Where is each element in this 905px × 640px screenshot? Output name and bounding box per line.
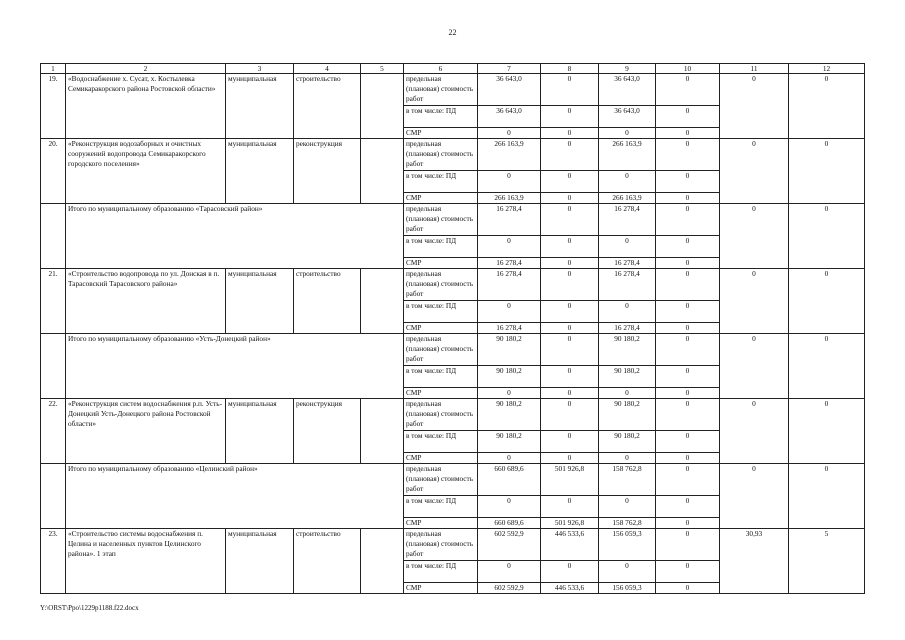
work-type: строительство <box>294 269 361 334</box>
value-cell: 0 <box>656 561 720 583</box>
value-cell: 0 <box>656 128 720 139</box>
value-cell: 0 <box>541 334 599 366</box>
empty-cell <box>361 529 404 594</box>
data-table <box>40 63 865 594</box>
empty-cell <box>41 334 66 399</box>
value-cell: 90 180,2 <box>478 399 541 431</box>
row-number: 21. <box>41 269 66 334</box>
cost-kind: предельная (плановая) стоимость работ <box>404 139 478 171</box>
col-header: 11 <box>720 64 789 74</box>
value-cell: 0 <box>599 453 656 464</box>
value-cell: 0 <box>656 388 720 399</box>
empty-cell <box>41 204 66 269</box>
object-name: «Реконструкция систем водоснабжения р.п. Усть-Донецкий Усть-Донецкого района Ростовской области» <box>66 399 226 464</box>
cost-kind: предельная (плановая) стоимость работ <box>404 74 478 106</box>
value-cell: 0 <box>656 193 720 204</box>
col-header: 4 <box>294 64 361 74</box>
value-cell: 0 <box>656 496 720 518</box>
col12-value: 0 <box>789 74 865 139</box>
subtotal-label: Итого по муниципальному образованию «Тарасовский район» <box>66 204 404 269</box>
item-row <box>41 139 865 171</box>
value-cell: 36 643,0 <box>599 106 656 128</box>
value-cell: 0 <box>656 106 720 128</box>
cost-kind: СМР <box>404 453 478 464</box>
col-header: 8 <box>541 64 599 74</box>
value-cell: 0 <box>656 464 720 496</box>
cost-kind: предельная (плановая) стоимость работ <box>404 399 478 431</box>
item-row <box>41 529 865 561</box>
cost-kind: СМР <box>404 323 478 334</box>
value-cell: 90 180,2 <box>599 431 656 453</box>
value-cell: 36 643,0 <box>478 74 541 106</box>
col11-value: 0 <box>720 269 789 334</box>
value-cell: 0 <box>656 139 720 171</box>
value-cell: 0 <box>656 171 720 193</box>
ownership: муниципальная <box>226 139 294 204</box>
work-type: строительство <box>294 74 361 139</box>
value-cell: 0 <box>656 269 720 301</box>
col12-value: 0 <box>789 334 865 399</box>
value-cell: 90 180,2 <box>478 431 541 453</box>
value-cell: 0 <box>656 399 720 431</box>
value-cell: 156 059,3 <box>599 583 656 594</box>
cost-kind: в том числе: ПД <box>404 431 478 453</box>
value-cell: 660 689,6 <box>478 518 541 529</box>
work-type: реконструкция <box>294 399 361 464</box>
value-cell: 0 <box>599 128 656 139</box>
cost-kind: в том числе: ПД <box>404 301 478 323</box>
value-cell: 0 <box>656 204 720 236</box>
value-cell: 0 <box>599 388 656 399</box>
empty-cell <box>361 139 404 204</box>
value-cell: 90 180,2 <box>478 366 541 388</box>
value-cell: 0 <box>541 366 599 388</box>
value-cell: 446 533,6 <box>541 529 599 561</box>
cost-kind: СМР <box>404 128 478 139</box>
col12-value: 0 <box>789 269 865 334</box>
value-cell: 16 278,4 <box>478 204 541 236</box>
value-cell: 0 <box>541 74 599 106</box>
value-cell: 0 <box>541 323 599 334</box>
col11-value: 0 <box>720 464 789 529</box>
value-cell: 0 <box>541 269 599 301</box>
item-row <box>41 269 865 301</box>
value-cell: 0 <box>599 236 656 258</box>
value-cell: 0 <box>599 496 656 518</box>
value-cell: 0 <box>478 128 541 139</box>
col12-value: 0 <box>789 464 865 529</box>
value-cell: 0 <box>541 258 599 269</box>
col12-value: 5 <box>789 529 865 594</box>
cost-kind: предельная (плановая) стоимость работ <box>404 269 478 301</box>
value-cell: 266 163,9 <box>599 193 656 204</box>
value-cell: 0 <box>478 171 541 193</box>
value-cell: 90 180,2 <box>478 334 541 366</box>
value-cell: 0 <box>541 399 599 431</box>
value-cell: 0 <box>541 193 599 204</box>
value-cell: 0 <box>478 453 541 464</box>
cost-kind: предельная (плановая) стоимость работ <box>404 204 478 236</box>
value-cell: 156 059,3 <box>599 529 656 561</box>
value-cell: 0 <box>656 583 720 594</box>
value-cell: 0 <box>656 258 720 269</box>
value-cell: 0 <box>541 128 599 139</box>
cost-kind: предельная (плановая) стоимость работ <box>404 529 478 561</box>
value-cell: 0 <box>656 529 720 561</box>
value-cell: 0 <box>478 236 541 258</box>
value-cell: 0 <box>478 561 541 583</box>
cost-kind: в том числе: ПД <box>404 561 478 583</box>
value-cell: 16 278,4 <box>478 269 541 301</box>
value-cell: 0 <box>656 431 720 453</box>
value-cell: 16 278,4 <box>599 269 656 301</box>
col12-value: 0 <box>789 399 865 464</box>
col11-value: 0 <box>720 139 789 204</box>
value-cell: 16 278,4 <box>599 204 656 236</box>
value-cell: 266 163,9 <box>478 193 541 204</box>
cost-kind: СМР <box>404 583 478 594</box>
value-cell: 0 <box>541 139 599 171</box>
work-type: реконструкция <box>294 139 361 204</box>
value-cell: 0 <box>541 561 599 583</box>
value-cell: 36 643,0 <box>599 74 656 106</box>
subtotal-row <box>41 334 865 366</box>
value-cell: 0 <box>541 453 599 464</box>
value-cell: 0 <box>599 301 656 323</box>
work-type: строительство <box>294 529 361 594</box>
cost-kind: в том числе: ПД <box>404 171 478 193</box>
value-cell: 16 278,4 <box>478 323 541 334</box>
object-name: «Водоснабжение х. Сусат, х. Костылевка Семикаракорского района Ростовской области» <box>66 74 226 139</box>
subtotal-label: Итого по муниципальному образованию «Целинский район» <box>66 464 404 529</box>
value-cell: 0 <box>656 366 720 388</box>
subtotal-label: Итого по муниципальному образованию «Усть-Донецкий район» <box>66 334 404 399</box>
row-number: 22. <box>41 399 66 464</box>
col11-value: 0 <box>720 204 789 269</box>
ownership: муниципальная <box>226 529 294 594</box>
value-cell: 0 <box>541 236 599 258</box>
value-cell: 0 <box>599 171 656 193</box>
value-cell: 0 <box>541 388 599 399</box>
subtotal-row <box>41 464 865 496</box>
value-cell: 0 <box>541 171 599 193</box>
ownership: муниципальная <box>226 269 294 334</box>
value-cell: 0 <box>656 518 720 529</box>
ownership: муниципальная <box>226 74 294 139</box>
object-name: «Строительство системы водоснабжения п. Целина и населенных пунктов Целинского района». 1 этап <box>66 529 226 594</box>
empty-cell <box>41 464 66 529</box>
empty-cell <box>361 269 404 334</box>
empty-cell <box>361 399 404 464</box>
ownership: муниципальная <box>226 399 294 464</box>
row-number: 19. <box>41 74 66 139</box>
col-header: 9 <box>599 64 656 74</box>
value-cell: 16 278,4 <box>478 258 541 269</box>
col-header: 1 <box>41 64 66 74</box>
value-cell: 90 180,2 <box>599 399 656 431</box>
cost-kind: СМР <box>404 193 478 204</box>
value-cell: 0 <box>656 323 720 334</box>
item-row <box>41 74 865 106</box>
value-cell: 16 278,4 <box>599 258 656 269</box>
value-cell: 660 689,6 <box>478 464 541 496</box>
value-cell: 0 <box>541 106 599 128</box>
value-cell: 0 <box>656 453 720 464</box>
empty-cell <box>361 74 404 139</box>
cost-kind: в том числе: ПД <box>404 366 478 388</box>
col11-value: 0 <box>720 334 789 399</box>
value-cell: 0 <box>656 74 720 106</box>
col-header: 3 <box>226 64 294 74</box>
row-number: 23. <box>41 529 66 594</box>
row-number: 20. <box>41 139 66 204</box>
item-row <box>41 399 865 431</box>
col11-value: 0 <box>720 399 789 464</box>
value-cell: 158 762,8 <box>599 464 656 496</box>
col-header: 10 <box>656 64 720 74</box>
object-name: «Реконструкция водозаборных и очистных сооружений водопровода Семикаракорского городского поселения» <box>66 139 226 204</box>
col11-value: 0 <box>720 74 789 139</box>
value-cell: 0 <box>656 334 720 366</box>
value-cell: 0 <box>478 301 541 323</box>
value-cell: 0 <box>541 204 599 236</box>
value-cell: 0 <box>541 496 599 518</box>
value-cell: 0 <box>541 301 599 323</box>
value-cell: 158 762,8 <box>599 518 656 529</box>
col-header: 12 <box>789 64 865 74</box>
value-cell: 0 <box>656 236 720 258</box>
object-name: «Строительство водопровода по ул. Донская в п. Тарасовский Тарасовского района» <box>66 269 226 334</box>
cost-kind: в том числе: ПД <box>404 496 478 518</box>
cost-kind: предельная (плановая) стоимость работ <box>404 464 478 496</box>
value-cell: 0 <box>656 301 720 323</box>
value-cell: 501 926,8 <box>541 518 599 529</box>
value-cell: 0 <box>478 496 541 518</box>
subtotal-row <box>41 204 865 236</box>
cost-kind: предельная (плановая) стоимость работ <box>404 334 478 366</box>
col-header: 5 <box>361 64 404 74</box>
col12-value: 0 <box>789 139 865 204</box>
cost-kind: в том числе: ПД <box>404 236 478 258</box>
cost-kind: в том числе: ПД <box>404 106 478 128</box>
value-cell: 266 163,9 <box>478 139 541 171</box>
cost-kind: СМР <box>404 518 478 529</box>
value-cell: 501 926,8 <box>541 464 599 496</box>
col-header: 6 <box>404 64 478 74</box>
col-header: 7 <box>478 64 541 74</box>
page-number: 22 <box>448 28 457 37</box>
value-cell: 0 <box>541 431 599 453</box>
value-cell: 36 643,0 <box>478 106 541 128</box>
value-cell: 602 592,9 <box>478 529 541 561</box>
value-cell: 90 180,2 <box>599 334 656 366</box>
value-cell: 266 163,9 <box>599 139 656 171</box>
value-cell: 90 180,2 <box>599 366 656 388</box>
value-cell: 0 <box>478 388 541 399</box>
file-path-footer: Y:\ORST\Ppo\1229p1188.f22.docx <box>40 604 139 612</box>
cost-kind: СМР <box>404 388 478 399</box>
value-cell: 602 592,9 <box>478 583 541 594</box>
header-row <box>41 64 865 74</box>
cost-kind: СМР <box>404 258 478 269</box>
value-cell: 446 533,6 <box>541 583 599 594</box>
value-cell: 16 278,4 <box>599 323 656 334</box>
col12-value: 0 <box>789 204 865 269</box>
col-header: 2 <box>66 64 226 74</box>
col11-value: 30,93 <box>720 529 789 594</box>
value-cell: 0 <box>599 561 656 583</box>
